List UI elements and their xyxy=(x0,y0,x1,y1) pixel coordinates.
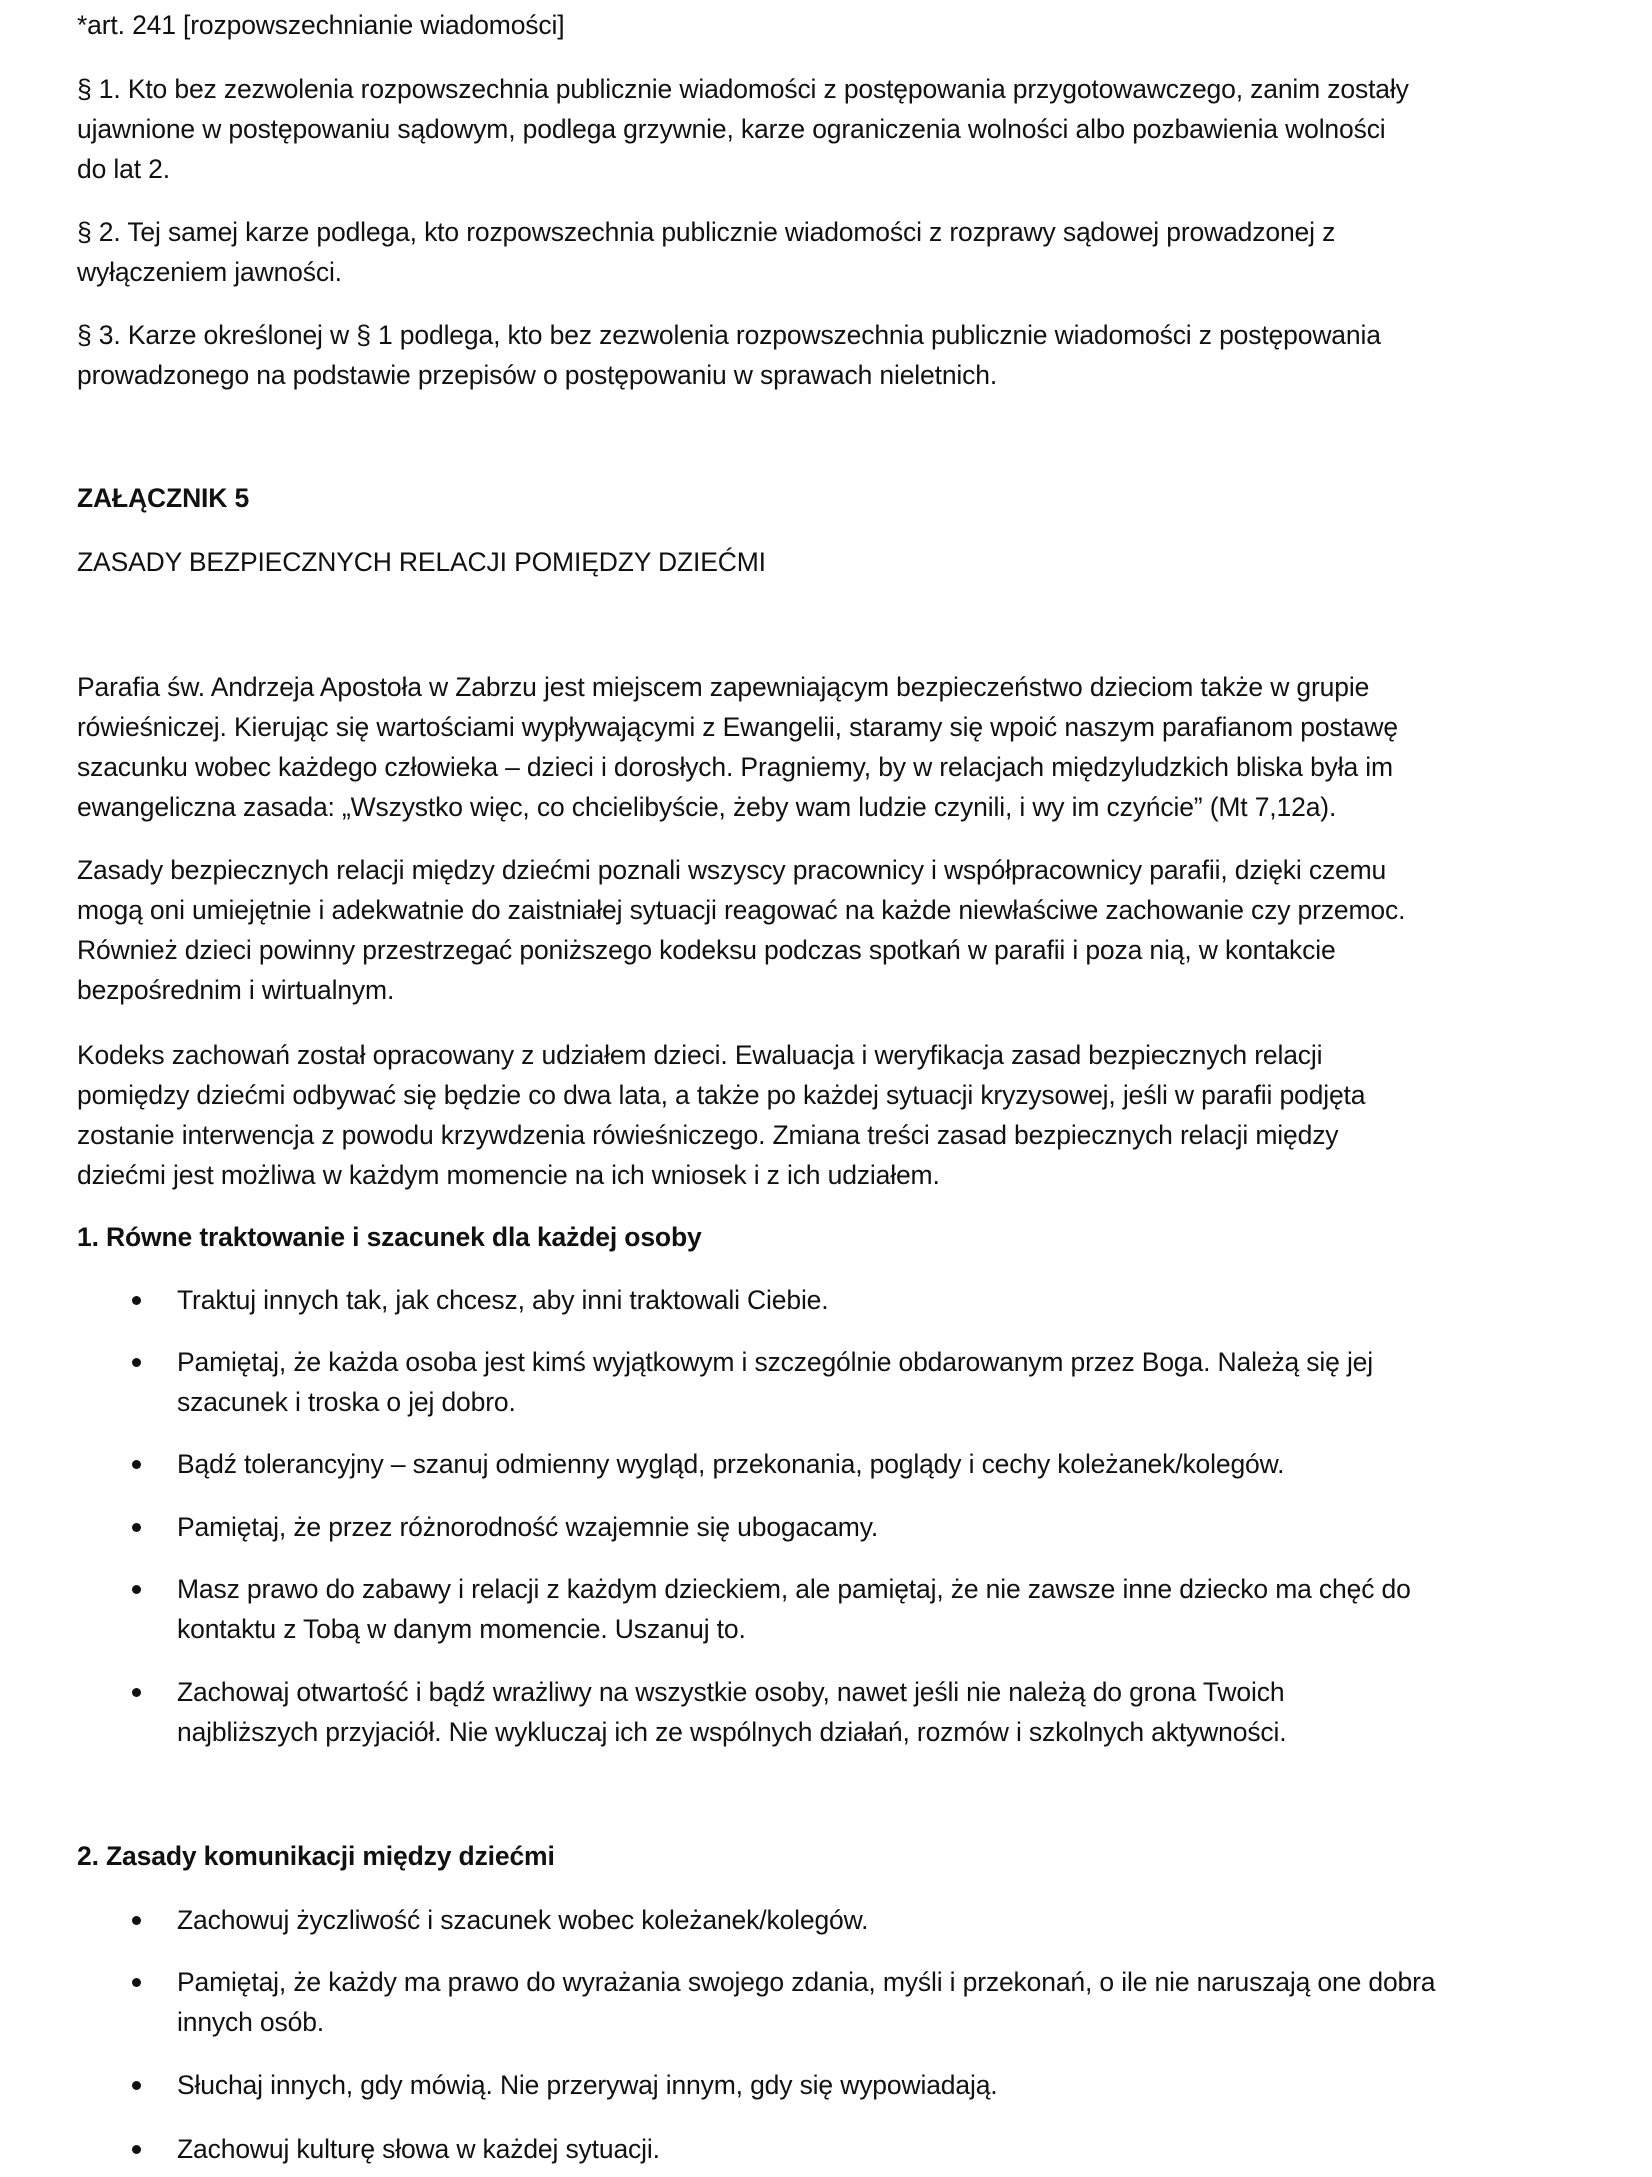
article-header xyxy=(77,5,1592,45)
text-line: ewangeliczna zasada: „Wszystko więc, co chcielibyście, żeby wam ludzie czynili, i wy im czyńcie” (Mt 7,12a). xyxy=(77,792,1337,822)
list-item-text: Pamiętaj, że przez różnorodność wzajemnie się ubogacamy. xyxy=(177,1512,879,1542)
text-line: Zasady bezpiecznych relacji między dziećmi poznali wszyscy pracownicy i współpracownicy parafii, dzięki czemu xyxy=(77,855,1387,885)
bullet-icon xyxy=(132,1978,141,1987)
list-item-text: Masz prawo do zabawy i relacji z każdym dzieckiem, ale pamiętaj, że nie zawsze inne dziecko ma chęć do xyxy=(177,1574,1411,1604)
text-line: § 2. Tej samej karze podlega, kto rozpowszechnia publicznie wiadomości z rozprawy sądowej prowadzonej z xyxy=(77,217,1336,247)
text-line: prowadzonego na podstawie przepisów o postępowaniu w sprawach nieletnich. xyxy=(77,360,998,390)
section-2-heading xyxy=(77,1836,1592,1876)
text-line: mogą oni umiejętnie i adekwatnie do zaistniałej sytuacji reagować na każde niewłaściwe zachowanie czy przemoc. xyxy=(77,895,1406,925)
section-heading-text: 1. Równe traktowanie i szacunek dla każdej osoby xyxy=(77,1222,702,1252)
text-line: rówieśniczej. Kierując się wartościami wypływającymi z Ewangelii, staramy się wpoić naszym parafianom postawę xyxy=(77,712,1398,742)
bullet-icon xyxy=(132,2081,141,2090)
text-line: wyłączeniem jawności. xyxy=(77,257,342,287)
section-1-heading xyxy=(77,1217,1592,1257)
intro-paragraph-3 xyxy=(77,1035,1592,1195)
legal-paragraph-3 xyxy=(77,315,1592,395)
list-item-text: Pamiętaj, że każda osoba jest kimś wyjątkowym i szczególnie obdarowanym przez Boga. Należą się jej xyxy=(177,1347,1374,1377)
text-line: ujawnione w postępowaniu sądowym, podlega grzywnie, karze ograniczenia wolności albo pozbawienia wolności xyxy=(77,114,1386,144)
bullet-icon xyxy=(132,1585,141,1594)
list-item-text: szacunek i troska o jej dobro. xyxy=(177,1387,516,1417)
intro-paragraph-2 xyxy=(77,850,1592,1010)
intro-paragraph-1 xyxy=(77,667,1592,827)
bullet-icon xyxy=(132,1916,141,1925)
list-item-text: Słuchaj innych, gdy mówią. Nie przerywaj innym, gdy się wypowiadają. xyxy=(177,2070,998,2100)
text-line: szacunku wobec każdego człowieka – dzieci i dorosłych. Pragniemy, by w relacjach międzyludzkich bliska była im xyxy=(77,752,1393,782)
list-item-text: innych osób. xyxy=(177,2007,324,2037)
list-item-text: Zachowuj życzliwość i szacunek wobec koleżanek/kolegów. xyxy=(177,1905,869,1935)
text-line: § 3. Karze określonej w § 1 podlega, kto bez zezwolenia rozpowszechnia publicznie wiadomości z postępowania xyxy=(77,320,1381,350)
bullet-icon xyxy=(132,2145,141,2154)
bullet-icon xyxy=(132,1460,141,1469)
bullet-icon xyxy=(132,1296,141,1305)
bullet-icon xyxy=(132,1688,141,1697)
annex-label xyxy=(77,478,1592,518)
legal-paragraph-1 xyxy=(77,69,1592,189)
list-item-text: kontaktu z Tobą w danym momencie. Uszanuj to. xyxy=(177,1614,746,1644)
text-line: bezpośrednim i wirtualnym. xyxy=(77,975,395,1005)
text-line: § 1. Kto bez zezwolenia rozpowszechnia publicznie wiadomości z postępowania przygotowawczego, zanim zostały xyxy=(77,74,1409,104)
text-line: pomiędzy dziećmi odbywać się będzie co dwa lata, a także po każdej sytuacji kryzysowej, jeśli w parafii podjęta xyxy=(77,1080,1366,1110)
annex-label-text: ZAŁĄCZNIK 5 xyxy=(77,483,250,513)
list-item-text: Traktuj innych tak, jak chcesz, aby inni traktowali Ciebie. xyxy=(177,1285,829,1315)
list-item-text: najbliższych przyjaciół. Nie wykluczaj ich ze wspólnych działań, rozmów i szkolnych aktywności. xyxy=(177,1717,1287,1747)
bullet-icon xyxy=(132,1523,141,1532)
text-line: Również dzieci powinny przestrzegać poniższego kodeksu podczas spotkań w parafii i poza nią, w kontakcie xyxy=(77,935,1336,965)
article-header-text: *art. 241 [rozpowszechnianie wiadomości] xyxy=(77,10,565,40)
text-line: zostanie interwencja z powodu krzywdzenia rówieśniczego. Zmiana treści zasad bezpiecznych relacji między xyxy=(77,1120,1339,1150)
bullet-icon xyxy=(132,1358,141,1367)
section-heading-text: 2. Zasady komunikacji między dziećmi xyxy=(77,1841,555,1871)
text-line: dziećmi jest możliwa w każdym momencie na ich wniosek i z ich udziałem. xyxy=(77,1160,940,1190)
text-line: Parafia św. Andrzeja Apostoła w Zabrzu jest miejscem zapewniającym bezpieczeństwo dzieciom także w grupie xyxy=(77,672,1370,702)
list-item-text: Zachowuj kulturę słowa w każdej sytuacji. xyxy=(177,2134,660,2164)
text-line: Kodeks zachowań został opracowany z udziałem dzieci. Ewaluacja i weryfikacja zasad bezpiecznych relacji xyxy=(77,1040,1323,1070)
annex-title-text: ZASADY BEZPIECZNYCH RELACJI POMIĘDZY DZIEĆMI xyxy=(77,547,766,577)
annex-title xyxy=(77,542,1592,582)
list-item-text: Pamiętaj, że każdy ma prawo do wyrażania swojego zdania, myśli i przekonań, o ile nie naruszają one dobra xyxy=(177,1967,1436,1997)
list-item-text: Zachowaj otwartość i bądź wrażliwy na wszystkie osoby, nawet jeśli nie należą do grona Twoich xyxy=(177,1677,1285,1707)
legal-paragraph-2 xyxy=(77,212,1592,292)
text-line: do lat 2. xyxy=(77,154,170,184)
list-item-text: Bądź tolerancyjny – szanuj odmienny wygląd, przekonania, poglądy i cechy koleżanek/kolegów. xyxy=(177,1449,1285,1479)
